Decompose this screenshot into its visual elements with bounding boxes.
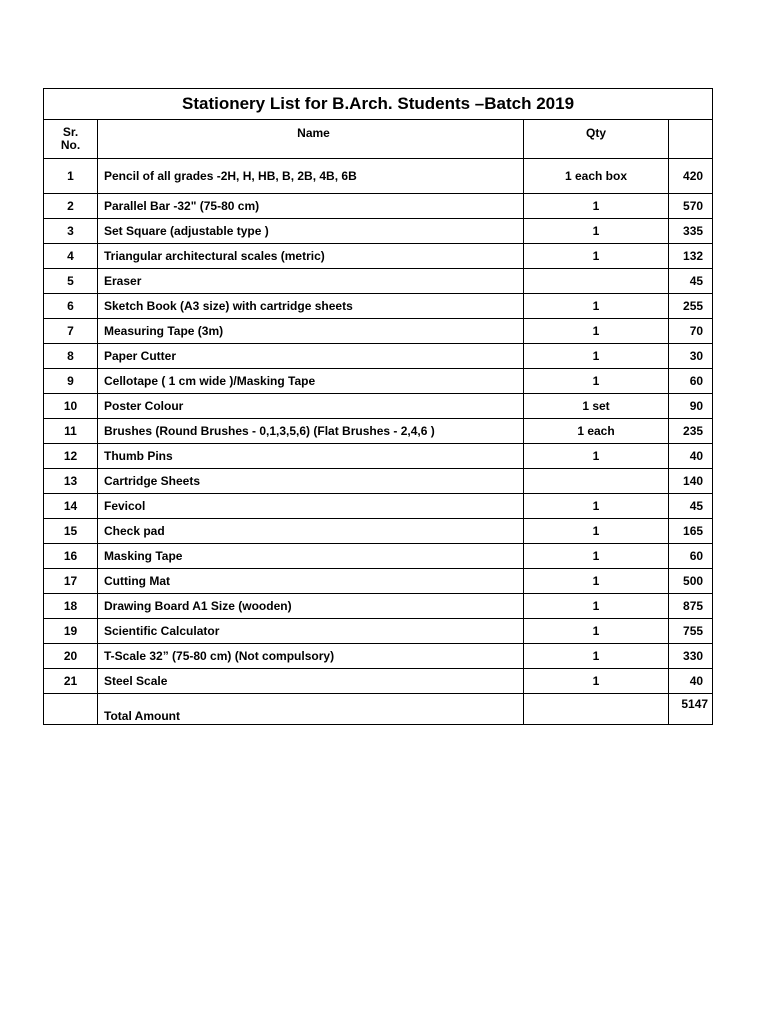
table-row xyxy=(44,344,713,369)
item-name: Cutting Mat xyxy=(98,569,524,594)
item-qty: 1 xyxy=(524,244,669,269)
item-price: 90 xyxy=(669,394,713,419)
table-row xyxy=(44,159,713,194)
item-sr-no: 11 xyxy=(44,419,98,444)
total-sr-empty xyxy=(44,694,98,725)
table-row xyxy=(44,219,713,244)
total-qty-empty xyxy=(524,694,669,725)
item-name: Brushes (Round Brushes - 0,1,3,5,6) (Flat Brushes - 2,4,6 ) xyxy=(98,419,524,444)
total-label: Total Amount xyxy=(98,694,524,725)
item-sr-no: 6 xyxy=(44,294,98,319)
header-qty: Qty xyxy=(524,120,669,159)
table-row xyxy=(44,644,713,669)
item-price: 132 xyxy=(669,244,713,269)
item-price: 45 xyxy=(669,269,713,294)
item-sr-no: 2 xyxy=(44,194,98,219)
item-sr-no: 20 xyxy=(44,644,98,669)
item-qty: 1 xyxy=(524,294,669,319)
item-qty: 1 xyxy=(524,444,669,469)
item-sr-no: 3 xyxy=(44,219,98,244)
item-sr-no: 10 xyxy=(44,394,98,419)
item-qty: 1 xyxy=(524,544,669,569)
item-name: Sketch Book (A3 size) with cartridge sheets xyxy=(98,294,524,319)
header-sr-line2: No. xyxy=(60,138,81,152)
table-row xyxy=(44,269,713,294)
item-price: 40 xyxy=(669,669,713,694)
table-row xyxy=(44,519,713,544)
header-price xyxy=(669,120,713,159)
total-amount: 5147 xyxy=(669,694,713,725)
item-qty: 1 xyxy=(524,644,669,669)
table-row xyxy=(44,244,713,269)
item-sr-no: 4 xyxy=(44,244,98,269)
item-qty: 1 xyxy=(524,569,669,594)
item-sr-no: 15 xyxy=(44,519,98,544)
item-price: 45 xyxy=(669,494,713,519)
table-row xyxy=(44,494,713,519)
table-row xyxy=(44,669,713,694)
item-qty: 1 each box xyxy=(524,159,669,194)
item-sr-no: 5 xyxy=(44,269,98,294)
table-row xyxy=(44,469,713,494)
header-row xyxy=(44,120,713,159)
item-price: 500 xyxy=(669,569,713,594)
item-sr-no: 17 xyxy=(44,569,98,594)
item-qty: 1 set xyxy=(524,394,669,419)
item-name: Pencil of all grades -2H, H, HB, B, 2B, 4B, 6B xyxy=(98,159,524,194)
item-name: Steel Scale xyxy=(98,669,524,694)
table-row xyxy=(44,594,713,619)
table-row xyxy=(44,319,713,344)
table-row xyxy=(44,394,713,419)
item-qty: 1 xyxy=(524,669,669,694)
table-row xyxy=(44,194,713,219)
item-price: 755 xyxy=(669,619,713,644)
item-name: Thumb Pins xyxy=(98,444,524,469)
table-row xyxy=(44,369,713,394)
item-sr-no: 16 xyxy=(44,544,98,569)
item-qty: 1 xyxy=(524,594,669,619)
table-row xyxy=(44,419,713,444)
item-sr-no: 18 xyxy=(44,594,98,619)
item-qty: 1 xyxy=(524,519,669,544)
item-price: 165 xyxy=(669,519,713,544)
item-price: 40 xyxy=(669,444,713,469)
item-name: Triangular architectural scales (metric) xyxy=(98,244,524,269)
page-title: Stationery List for B.Arch. Students –Batch 2019 xyxy=(44,89,713,120)
item-sr-no: 13 xyxy=(44,469,98,494)
item-sr-no: 14 xyxy=(44,494,98,519)
item-price: 420 xyxy=(669,159,713,194)
item-name: Poster Colour xyxy=(98,394,524,419)
item-name: Paper Cutter xyxy=(98,344,524,369)
item-qty xyxy=(524,469,669,494)
item-qty: 1 xyxy=(524,619,669,644)
item-price: 235 xyxy=(669,419,713,444)
item-name: Measuring Tape (3m) xyxy=(98,319,524,344)
header-sr-no xyxy=(44,120,98,159)
item-qty: 1 each xyxy=(524,419,669,444)
item-price: 255 xyxy=(669,294,713,319)
total-row xyxy=(44,694,713,725)
item-name: Drawing Board A1 Size (wooden) xyxy=(98,594,524,619)
item-qty: 1 xyxy=(524,219,669,244)
item-name: Cellotape ( 1 cm wide )/Masking Tape xyxy=(98,369,524,394)
title-row xyxy=(44,89,713,120)
item-name: Check pad xyxy=(98,519,524,544)
table-row xyxy=(44,294,713,319)
item-sr-no: 19 xyxy=(44,619,98,644)
item-price: 570 xyxy=(669,194,713,219)
item-price: 335 xyxy=(669,219,713,244)
item-name: Parallel Bar -32" (75-80 cm) xyxy=(98,194,524,219)
item-qty: 1 xyxy=(524,194,669,219)
item-qty: 1 xyxy=(524,494,669,519)
item-price: 70 xyxy=(669,319,713,344)
item-name: Eraser xyxy=(98,269,524,294)
item-price: 60 xyxy=(669,369,713,394)
table-row xyxy=(44,444,713,469)
item-price: 60 xyxy=(669,544,713,569)
item-price: 875 xyxy=(669,594,713,619)
header-sr-line1: Sr. xyxy=(62,125,79,139)
item-qty: 1 xyxy=(524,369,669,394)
item-sr-no: 21 xyxy=(44,669,98,694)
header-name: Name xyxy=(98,120,524,159)
item-name: T-Scale 32” (75-80 cm) (Not compulsory) xyxy=(98,644,524,669)
table-row xyxy=(44,569,713,594)
item-price: 30 xyxy=(669,344,713,369)
item-sr-no: 7 xyxy=(44,319,98,344)
item-sr-no: 1 xyxy=(44,159,98,194)
table-row xyxy=(44,544,713,569)
item-name: Fevicol xyxy=(98,494,524,519)
item-name: Set Square (adjustable type ) xyxy=(98,219,524,244)
item-qty: 1 xyxy=(524,344,669,369)
item-sr-no: 12 xyxy=(44,444,98,469)
table-row xyxy=(44,619,713,644)
stationery-table xyxy=(43,88,713,725)
item-sr-no: 8 xyxy=(44,344,98,369)
item-price: 330 xyxy=(669,644,713,669)
item-qty xyxy=(524,269,669,294)
item-name: Masking Tape xyxy=(98,544,524,569)
item-name: Cartridge Sheets xyxy=(98,469,524,494)
item-qty: 1 xyxy=(524,319,669,344)
item-sr-no: 9 xyxy=(44,369,98,394)
item-name: Scientific Calculator xyxy=(98,619,524,644)
item-price: 140 xyxy=(669,469,713,494)
